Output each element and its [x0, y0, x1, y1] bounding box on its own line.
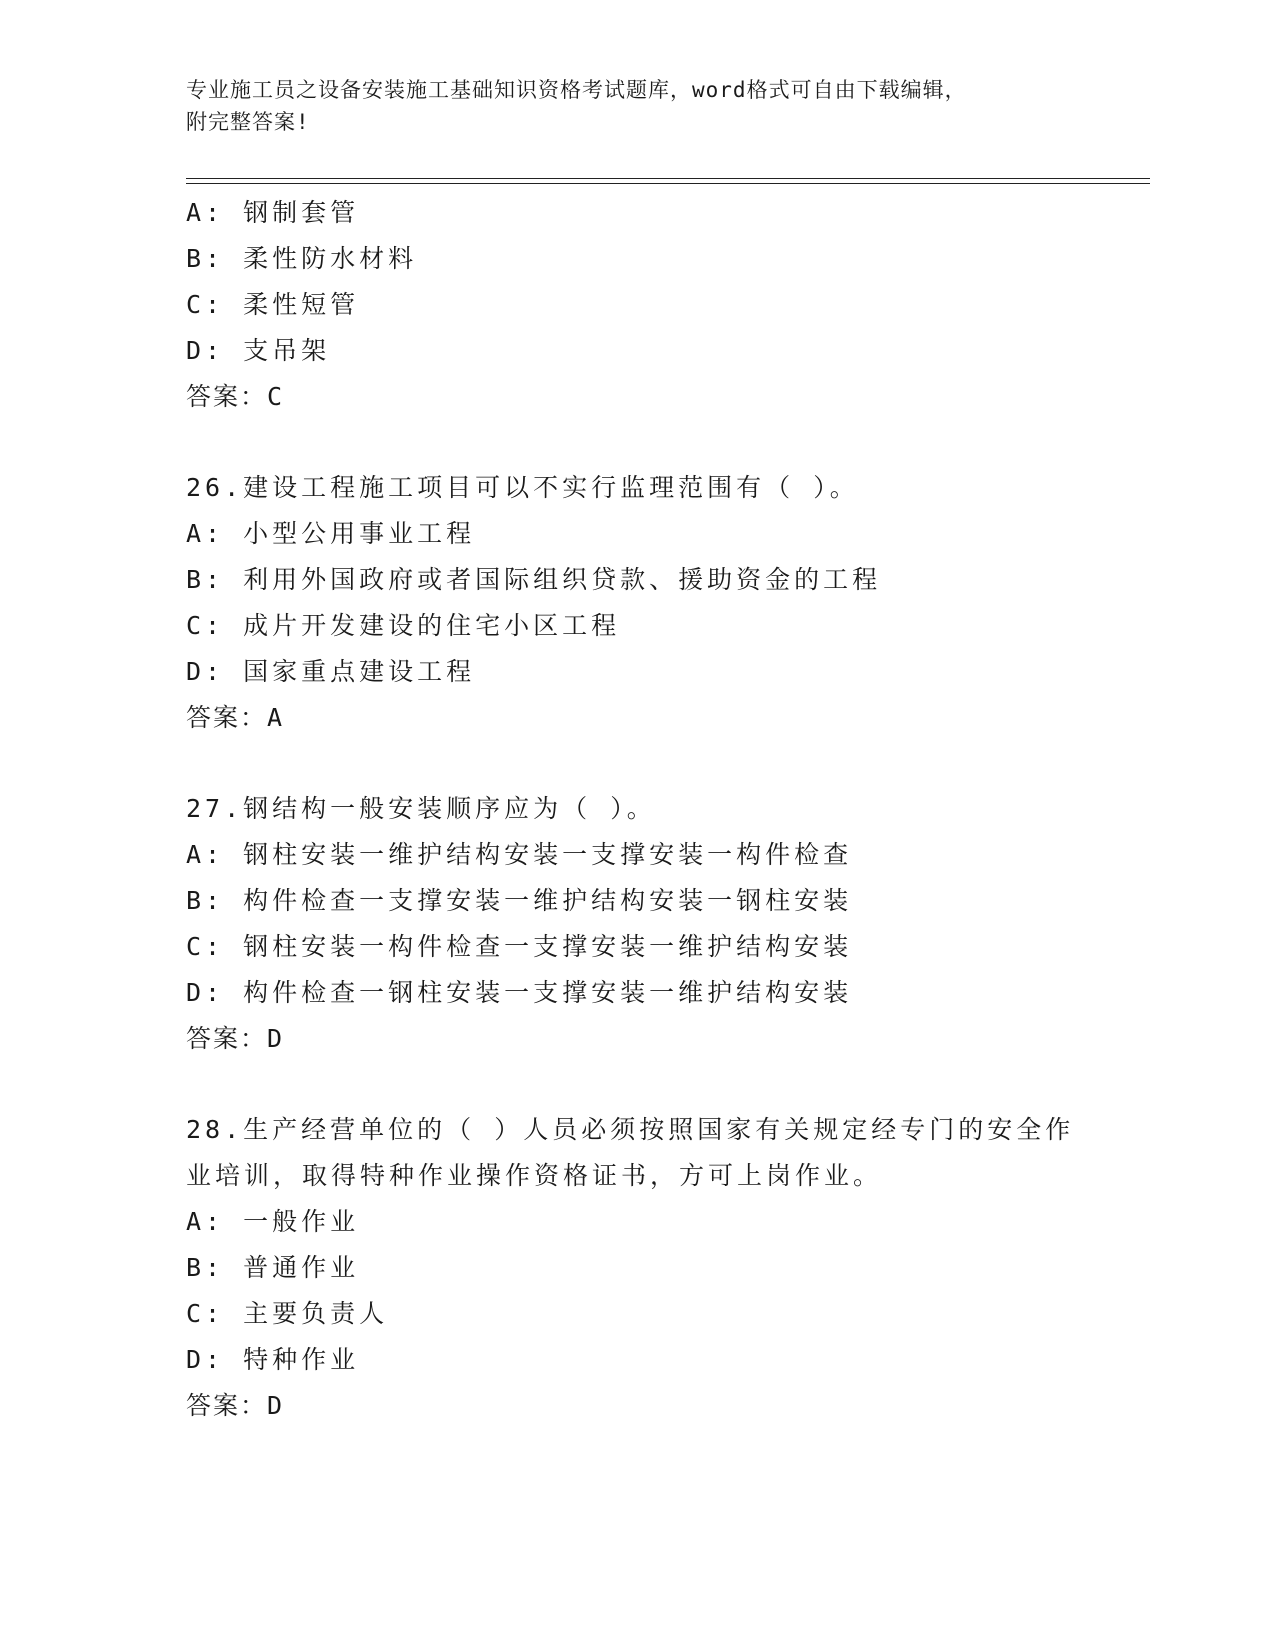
header-divider-bottom: [186, 183, 1150, 184]
question-28: [186, 1107, 1086, 1429]
option-d: D: 特种作业: [186, 1345, 360, 1374]
question-stem: 27.钢结构一般安装顺序应为（ ）。: [186, 794, 656, 823]
option-b: B: 利用外国政府或者国际组织贷款、援助资金的工程: [186, 565, 882, 594]
option-d: D: 构件检查一钢柱安装一支撑安装一维护结构安装: [186, 978, 853, 1007]
question-list: [186, 190, 1086, 1429]
question-stem: 26.建设工程施工项目可以不实行监理范围有（ ）。: [186, 473, 859, 502]
question-27: [186, 786, 1086, 1062]
option-c: C: 成片开发建设的住宅小区工程: [186, 611, 621, 640]
option-a: A: 钢柱安装一维护结构安装一支撑安装一构件检查: [186, 840, 853, 869]
question-26: [186, 465, 1086, 741]
header-line-1: 专业施工员之设备安装施工基础知识资格考试题库，word格式可自由下载编辑，: [186, 78, 967, 102]
header-line-2: 附完整答案!: [186, 110, 310, 134]
answer-line: 答案：D: [186, 1391, 285, 1420]
option-a: A: 小型公用事业工程: [186, 519, 476, 548]
option-c: C: 钢柱安装一构件检查一支撑安装一维护结构安装: [186, 932, 853, 961]
answer-line: 答案：D: [186, 1024, 285, 1053]
option-d: D: 支吊架: [186, 336, 331, 365]
option-c: C: 柔性短管: [186, 290, 360, 319]
header-divider-top: [186, 178, 1150, 179]
option-a: A: 一般作业: [186, 1207, 360, 1236]
option-b: B: 构件检查一支撑安装一维护结构安装一钢柱安装: [186, 886, 853, 915]
question-stem-line-2: 业培训，取得特种作业操作资格证书，方可上岗作业。: [186, 1161, 883, 1190]
answer-line: 答案：A: [186, 703, 285, 732]
option-b: B: 普通作业: [186, 1253, 360, 1282]
spacer: [186, 1062, 1086, 1107]
spacer: [186, 741, 1086, 786]
question-stem-line-1: 28.生产经营单位的（ ）人员必须按照国家有关规定经专门的安全作: [186, 1115, 1075, 1144]
option-d: D: 国家重点建设工程: [186, 657, 476, 686]
option-c: C: 主要负责人: [186, 1299, 389, 1328]
document-header: [186, 74, 1086, 138]
option-b: B: 柔性防水材料: [186, 244, 418, 273]
spacer: [186, 420, 1086, 465]
answer-line: 答案：C: [186, 382, 285, 411]
question-25-continued: [186, 190, 1086, 420]
option-a: A: 钢制套管: [186, 198, 360, 227]
